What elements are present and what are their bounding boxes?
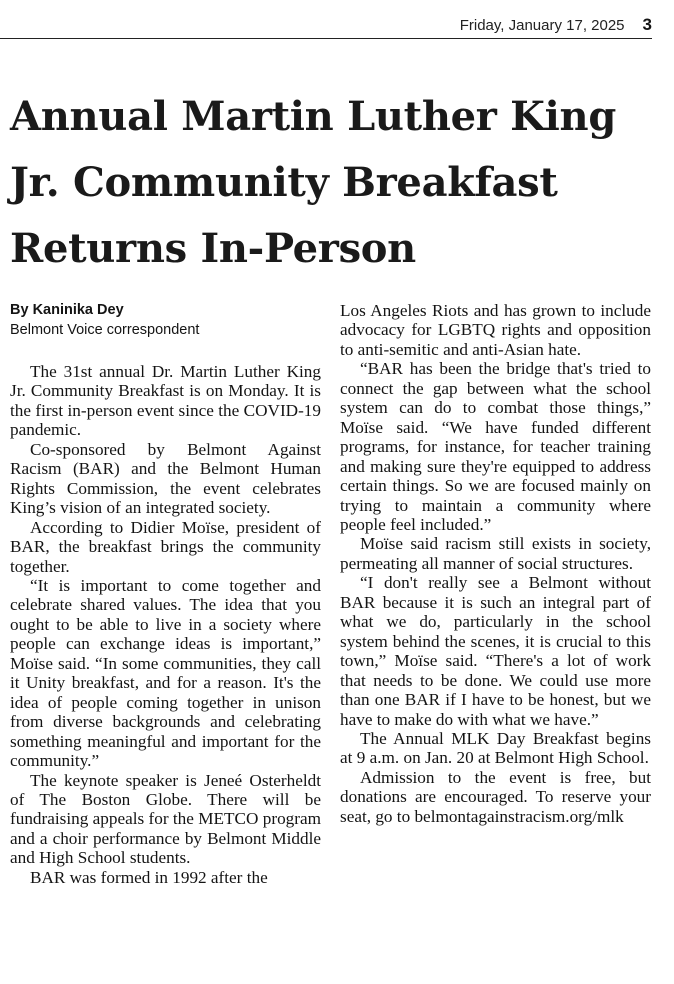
header-rule xyxy=(0,38,652,39)
article-paragraph: Co-sponsored by Belmont Against Racism (BAR) and the Belmont Human Rights Commission, the event celebrates King’s vision of an integrated society. xyxy=(10,439,321,518)
page-number: 3 xyxy=(642,15,652,34)
article-paragraph: Admission to the event is free, but donations are encouraged. To reserve your seat, go to belmontagainstracism.org/mlk xyxy=(340,767,651,826)
article-paragraph: Moïse said racism still exists in society, permeating all manner of social structures. xyxy=(340,534,651,573)
byline xyxy=(10,300,321,340)
article-paragraph: The Annual MLK Day Breakfast begins at 9 a.m. on Jan. 20 at Belmont High School. xyxy=(340,728,651,768)
article-paragraph: Los Angeles Riots and has grown to include advocacy for LGBTQ rights and opposition to anti-semitic and anti-Asian hate. xyxy=(340,301,651,359)
issue-date: Friday, January 17, 2025 xyxy=(459,16,625,34)
author-name: By Kaninika Dey xyxy=(10,302,124,318)
article-paragraph: “I don't really see a Belmont without BAR because it is such an integral part of what we do, particularly in the school system behind the scenes, it is crucial to this town,” Moïse said. “There's a lot of work that needs to be done. We could use more than one BAR if I have to be honest, but we have to make do with what we have.” xyxy=(340,573,651,729)
article-paragraph: The 31st annual Dr. Martin Luther King Jr. Community Breakfast is on Monday. It is the first in-person event since the COVID-19 pandemic. xyxy=(10,362,321,440)
article-paragraph: BAR was formed in 1992 after the xyxy=(30,867,268,887)
article-paragraph: The keynote speaker is Jeneé Osterheldt of The Boston Globe. There will be fundraising appeals for the METCO program and a choir performance by Belmont Middle and High School students. xyxy=(10,770,321,868)
article-column-left xyxy=(10,300,321,887)
page-header xyxy=(0,12,652,38)
article-headline xyxy=(10,84,660,282)
article-paragraph: “It is important to come together and celebrate shared values. The idea that you ought to be able to live in a society where people can exchange ideas is important,” Moïse said. “In some communities, they call it Unity breakfast, and for a reason. It's the idea of people coming together in unison from diverse backgrounds and celebrating something meaningful and important for the community.” xyxy=(10,575,321,771)
article-column-right xyxy=(340,301,651,826)
article-paragraph: According to Didier Moïse, president of BAR, the breakfast brings the community together. xyxy=(10,517,321,576)
author-role: Belmont Voice correspondent xyxy=(10,322,200,338)
article-paragraph: “BAR has been the bridge that's tried to connect the gap between what the school system can do to combat those things,” Moïse said. “We have funded different programs, for instance, for teacher training and making sure they're equipped to address certain things. So we are focused mainly on trying to maintain a community where people feel included.” xyxy=(340,359,651,534)
headline-line: Jr. Community Breakfast xyxy=(10,159,558,206)
headline-line: Returns In-Person xyxy=(10,225,416,272)
headline-line: Annual Martin Luther King xyxy=(10,93,616,140)
